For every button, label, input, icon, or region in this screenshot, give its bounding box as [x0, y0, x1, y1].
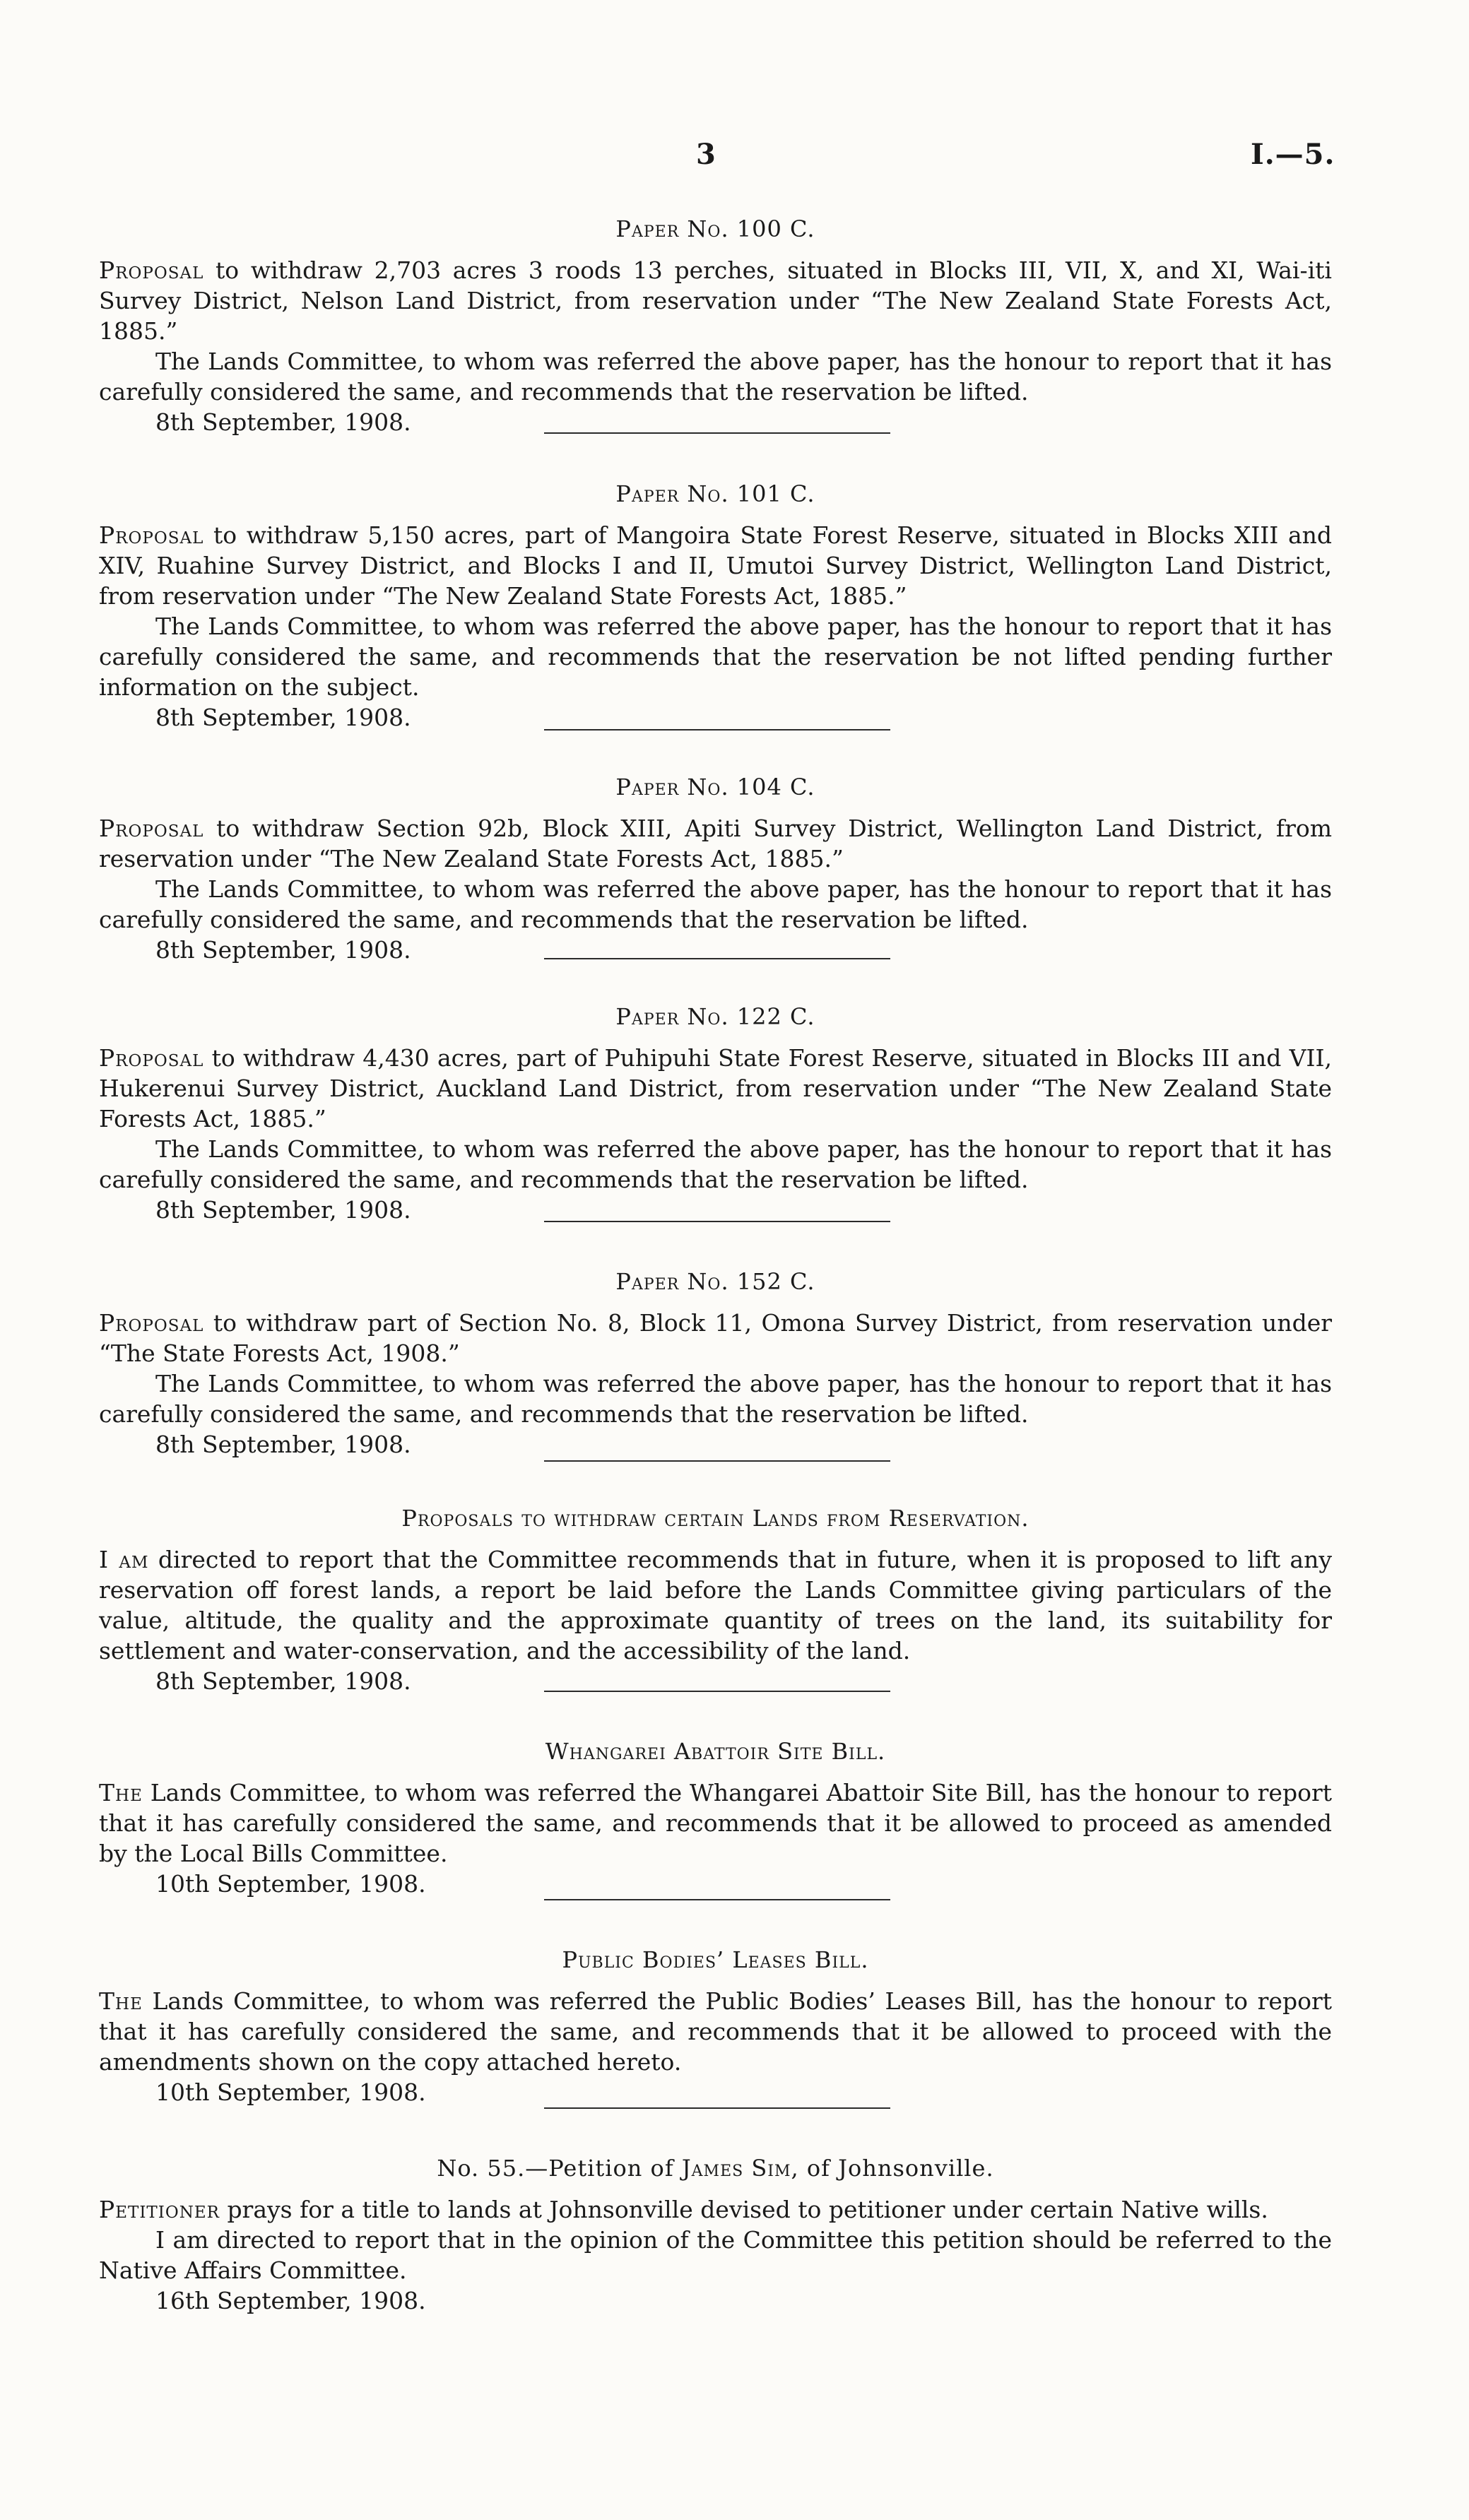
section-heading: Whangarei Abattoir Site Bill.: [545, 1738, 886, 1765]
committee-report: The Lands Committee, to whom was referred the above paper, has the honour to report that it has carefully considered the same, and recommends that the reservation be not lifted pending further information on the subject.: [99, 613, 1332, 701]
section-divider: [544, 2107, 890, 2109]
section-divider: [544, 1899, 890, 1900]
proposal-lead: Proposal: [99, 521, 204, 549]
section-body: directed to report that the Committee recommends that in future, when it is proposed to lift any reservation off forest lands, a report be laid before the Lands Committee giving particulars of the value, altitude, the quality and the approximate quantity of trees on the land, its suitability for settlement and water-conservation, and the accessibility of the land.: [99, 1546, 1332, 1664]
section-divider: [544, 1691, 890, 1692]
proposal-body: to withdraw 2,703 acres 3 roods 13 perches, situated in Blocks III, VII, X, and XI, Wai-iti Survey District, Nelson Land District, from reservation under “The New Zealand State Forests Act, 1885.”: [99, 256, 1332, 345]
proposal-text: [99, 520, 1332, 611]
report-date: 10th September, 1908.: [155, 1870, 426, 1898]
paper-heading: Paper No. 101 C.: [615, 480, 815, 507]
committee-report: The Lands Committee, to whom was referred the above paper, has the honour to report that it has carefully considered the same, and recommends that the reservation be lifted.: [99, 875, 1332, 933]
petition-heading-suffix: , of Johnsonville.: [791, 2155, 994, 2182]
report-date: 8th September, 1908.: [155, 1431, 411, 1458]
committee-report: The Lands Committee, to whom was referred the above paper, has the honour to report that it has carefully considered the same, and recommends that the reservation be lifted.: [99, 348, 1332, 406]
report-date: 10th September, 1908.: [155, 2078, 426, 2106]
document-reference: I.—5.: [1251, 138, 1335, 171]
section-divider: [544, 432, 890, 434]
section-body: Lands Committee, to whom was referred the Public Bodies’ Leases Bill, has the honour to report that it has carefully considered the same, and recommends that it be allowed to proceed with the amendments shown on the copy attached hereto.: [99, 1987, 1332, 2076]
proposal-body: to withdraw 4,430 acres, part of Puhipuhi State Forest Reserve, situated in Blocks III and VII, Hukerenui Survey District, Auckland Land District, from reservation under “The New Zealand State Forests Act, 1885.”: [99, 1044, 1332, 1132]
report-date: 8th September, 1908.: [155, 704, 411, 731]
report-date: 8th September, 1908.: [155, 936, 411, 964]
proposal-body: to withdraw Section 92b, Block XIII, Apiti Survey District, Wellington Land District, from reservation under “The New Zealand State Forests Act, 1885.”: [99, 815, 1333, 872]
section-divider: [544, 958, 890, 959]
proposals-section: [99, 1505, 1332, 1696]
section-lead: The: [99, 1779, 143, 1806]
paper-152c-section: [99, 1268, 1332, 1460]
section-text: [99, 1544, 1332, 1666]
proposal-text: [99, 1043, 1332, 1134]
committee-report: I am directed to report that in the opinion of the Committee this petition should be referred to the Native Affairs Committee.: [99, 2226, 1332, 2284]
report-date: 8th September, 1908.: [155, 1196, 411, 1224]
proposal-lead: Proposal: [99, 815, 204, 842]
paper-100c-section: [99, 215, 1332, 437]
proposal-body: to withdraw part of Section No. 8, Block 11, Omona Survey District, from reservation under “The State Forests Act, 1908.”: [99, 1309, 1332, 1367]
proposal-lead: Proposal: [99, 1044, 204, 1072]
report-date: 8th September, 1908.: [155, 408, 411, 436]
page-number: 3: [696, 138, 716, 171]
paper-104c-section: [99, 774, 1332, 965]
report-date: 8th September, 1908.: [155, 1667, 411, 1695]
section-divider: [544, 1460, 890, 1462]
paper-heading: Paper No. 122 C.: [615, 1003, 815, 1030]
paper-heading: Paper No. 152 C.: [615, 1268, 815, 1295]
public-bodies-bill-section: [99, 1946, 1332, 2107]
section-divider: [544, 729, 890, 730]
section-heading: Public Bodies’ Leases Bill.: [562, 1946, 869, 1973]
proposal-text: [99, 1308, 1332, 1368]
section-text: [99, 1986, 1332, 2077]
proposal-lead: Proposal: [99, 1309, 204, 1337]
proposal-text: [99, 255, 1332, 346]
petitioner-name: James Sim: [681, 2155, 791, 2182]
petition-heading: [99, 2155, 1332, 2182]
paper-heading: Paper No. 100 C.: [615, 215, 815, 242]
section-lead: I am: [99, 1546, 149, 1573]
report-date: 16th September, 1908.: [155, 2287, 426, 2314]
section-divider: [544, 1221, 890, 1222]
petition-body: prays for a title to lands at Johnsonville devised to petitioner under certain Native wills.: [227, 2196, 1268, 2223]
section-lead: The: [99, 1987, 143, 2015]
petition-section: [99, 2155, 1332, 2316]
petition-text: [99, 2194, 1332, 2225]
whangarei-bill-section: [99, 1738, 1332, 1899]
paper-122c-section: [99, 1003, 1332, 1225]
proposal-text: [99, 813, 1332, 874]
paper-101c-section: [99, 480, 1332, 733]
proposal-lead: Proposal: [99, 256, 204, 284]
petition-lead: Petitioner: [99, 2196, 220, 2223]
paper-heading: Paper No. 104 C.: [615, 774, 815, 800]
committee-report: The Lands Committee, to whom was referred the above paper, has the honour to report that it has carefully considered the same, and recommends that the reservation be lifted.: [99, 1370, 1332, 1428]
section-body: Lands Committee, to whom was referred the Whangarei Abattoir Site Bill, has the honour to report that it has carefully considered the same, and recommends that it be allowed to proceed as amended by the Local Bills Committee.: [99, 1779, 1332, 1867]
section-heading: Proposals to withdraw certain Lands from Reservation.: [401, 1505, 1030, 1532]
section-text: [99, 1777, 1332, 1869]
petition-heading-prefix: No. 55.—Petition of: [437, 2155, 674, 2182]
committee-report: The Lands Committee, to whom was referred the above paper, has the honour to report that it has carefully considered the same, and recommends that the reservation be lifted.: [99, 1135, 1332, 1193]
proposal-body: to withdraw 5,150 acres, part of Mangoira State Forest Reserve, situated in Blocks XIII and XIV, Ruahine Survey District, and Blocks I and II, Umutoi Survey District, Wellington Land District, from reservation under “The New Zealand State Forests Act, 1885.”: [99, 521, 1332, 610]
